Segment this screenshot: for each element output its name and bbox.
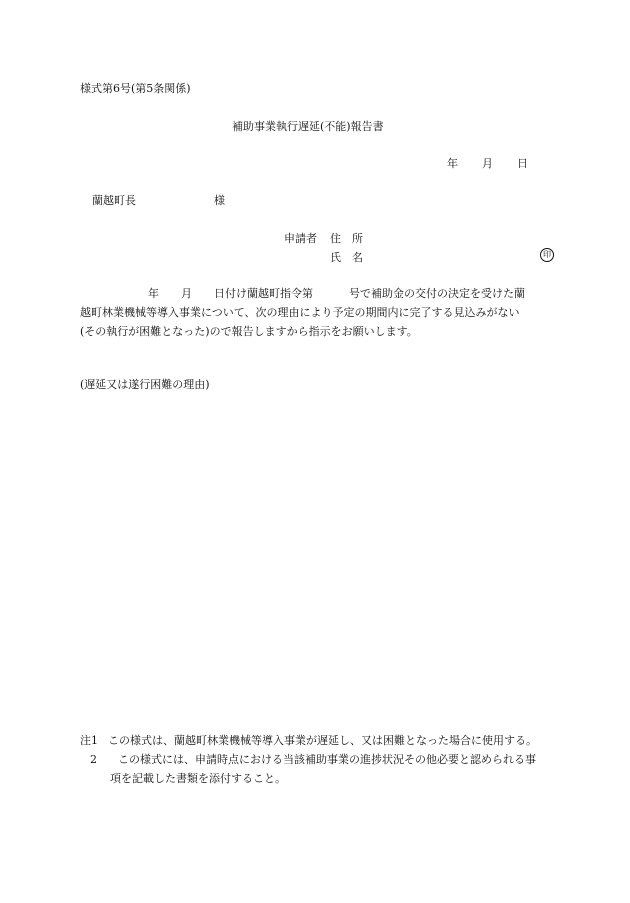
note-1-text: この様式は、蘭越町林業機械等導入事業が遅延し、又は困難となった場合に使用する。 (108, 734, 537, 747)
note-2 (90, 753, 536, 767)
date-year-label: 年 (447, 157, 458, 170)
date-line (447, 157, 528, 171)
note-2-text: この様式には、申請時点における当該補助事業の進捗状況その他必要と認められる事 (118, 753, 536, 766)
addressee (92, 194, 225, 208)
note-2-number: 2 (90, 753, 97, 766)
date-month-label: 月 (482, 157, 493, 170)
note-1-number: 注1 (80, 734, 98, 747)
body-line-1 (80, 287, 525, 301)
body-line-2: 越町林業機械等導入事業について、次の理由により予定の期間内に完了する見込みがない (80, 306, 520, 319)
body-year-label: 年 (148, 287, 159, 300)
body-line1-rest: 号で補助金の交付の決定を受けた蘭 (349, 287, 525, 300)
date-day-label: 日 (517, 157, 528, 170)
addressee-honorific: 様 (214, 194, 225, 207)
applicant-label: 申請者 (284, 232, 317, 245)
reason-area[interactable] (80, 400, 550, 720)
body-day-text: 日付け蘭越町指令第 (214, 287, 313, 300)
form-number: 様式第6号(第5条関係) (80, 82, 191, 95)
seal-mark: 印 (540, 248, 554, 262)
body-line-3: (その執行が困難となった)ので報告しますから指示をお願いします。 (80, 325, 418, 338)
addressee-name: 蘭越町長 (92, 194, 136, 207)
note-2-continuation: 項を記載した書類を添付すること。 (110, 772, 286, 785)
note-1 (80, 734, 537, 748)
reason-heading: (遅延又は遂行困難の理由) (80, 378, 210, 391)
document-title: 補助事業執行遅延(不能)報告書 (232, 120, 384, 133)
address-label: 住 所 (330, 232, 363, 245)
body-month-label: 月 (181, 287, 192, 300)
name-label: 氏 名 (330, 251, 363, 264)
